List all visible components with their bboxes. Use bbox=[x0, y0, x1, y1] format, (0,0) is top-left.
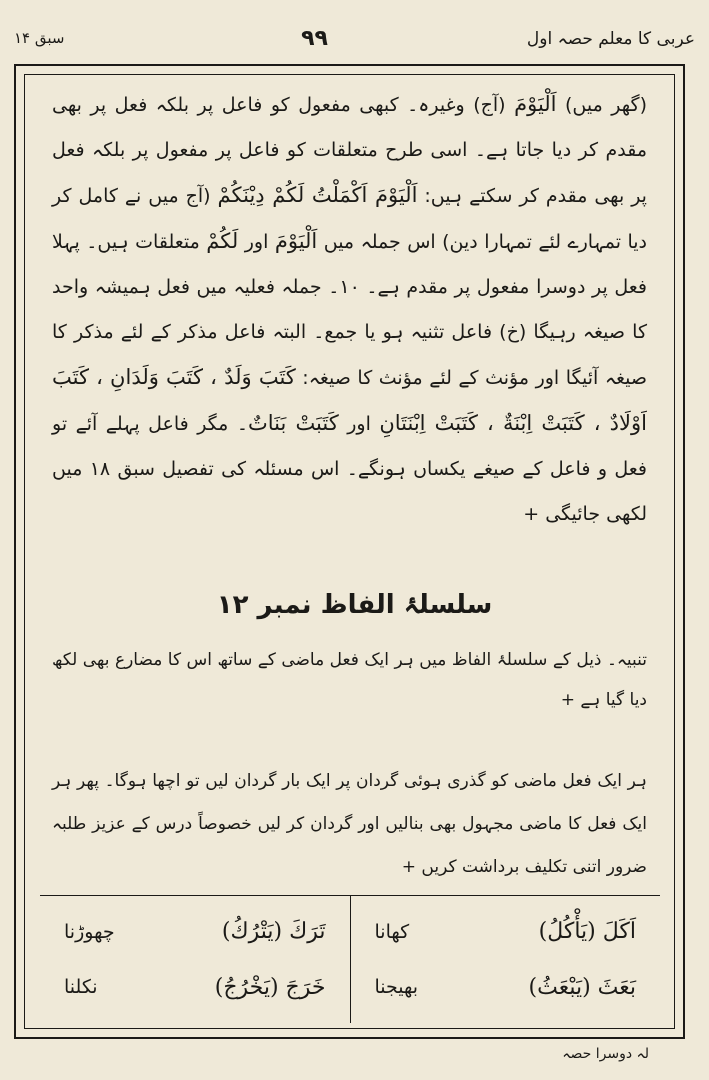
arabic-example: اَلْيَوْمَ bbox=[274, 229, 318, 253]
vocabulary-entry bbox=[64, 919, 326, 944]
vocab-meaning: بھیجنا bbox=[374, 976, 419, 999]
note-paragraph bbox=[52, 640, 647, 720]
body-text-segment: (آج) وغیرہ۔ کبھی مفعول کو فاعل پر بلکہ فعل پر بھی مقدم کر دیا جاتا ہے۔ اسی طرح متعلقات کو فاعل پر مفعول پر بلکہ فعل پر بھی مقدم کر سکتے ہیں: bbox=[52, 94, 647, 207]
body-text-segment: (گھر میں) bbox=[556, 94, 647, 116]
body-text-segment: متعلقات ہیں۔ پہلا فعل پر دوسرا مفعول پر مقدم ہے۔ ۱۰۔ جملہ فعلیہ میں فعل ہمیشہ واحد کا صیغہ رہیگا (خ) فاعل تثنیہ ہو یا جمع۔ البتہ فاعل مذکر کے لئے مذکر کا صیغہ آئیگا اور مؤنث کے لئے مؤنث کا صیغہ: bbox=[52, 231, 648, 389]
lesson-number: سبق ۱۴ bbox=[14, 29, 65, 47]
running-header bbox=[14, 18, 695, 58]
vocab-arabic: خَرَجَ (يَخْرُجُ) bbox=[214, 974, 326, 1000]
vocabulary-column-left bbox=[40, 896, 351, 1023]
vocabulary-entry bbox=[64, 975, 326, 1000]
vocab-meaning: چھوڑنا bbox=[64, 920, 115, 943]
arabic-example: لَكُمْ bbox=[206, 229, 239, 253]
arabic-example: كَتَبَتْ بَنَاتٌ bbox=[247, 411, 339, 435]
instructions-paragraph bbox=[52, 760, 647, 889]
vocabulary-entry bbox=[375, 919, 637, 944]
body-text-segment: (آج میں نے کامل کر دیا تمہارے لئے تمہارا دین) اس جملہ میں bbox=[52, 185, 647, 253]
page-number: ۹۹ bbox=[301, 25, 328, 51]
instructions-text: ہر ایک فعل ماضی کو گذری ہوئی گردان پر ایک بار گردان لیں تو اچھا ہوگا۔ پھر ہر ایک فعل کا ماضی مجہول بھی بنالیں اور گردان کر لیں خصوصاً درس کے عزیز طلبہ ضرور اتنی تکلیف برداشت کریں + bbox=[52, 771, 647, 877]
book-title: عربی کا معلم حصہ اول bbox=[526, 28, 695, 49]
arabic-example: كَتَبَ وَلَدٌ ، كَتَبَ وَلَدَانِ ، كَتَبَ اَوْلَادٌ ، كَتَبَتْ اِبْنَةٌ ، كَتَبَتْ اِبْنَتَانِ bbox=[52, 365, 647, 435]
body-paragraph bbox=[52, 82, 647, 537]
main-paragraph bbox=[52, 82, 647, 537]
arabic-example: اَلْيَوْمَ bbox=[514, 92, 557, 116]
vocabulary-column-right bbox=[351, 896, 661, 1023]
vocabulary-entry bbox=[375, 975, 637, 1000]
section-heading: سلسلۂ الفاظ نمبر ۱۲ bbox=[216, 590, 493, 620]
body-text-segment: اور bbox=[338, 413, 380, 435]
vocab-arabic: تَرَكَ (يَتْرُكُ) bbox=[221, 919, 326, 945]
vocab-meaning: نکلنا bbox=[64, 976, 98, 999]
vocab-arabic: اَكَلَ (يَأْكُلُ) bbox=[538, 919, 636, 945]
arabic-example: اَلْيَوْمَ اَكْمَلْتُ لَكُمْ دِيْنَكُمْ bbox=[217, 183, 418, 207]
note-text: تنبیہ۔ ذیل کے سلسلۂ الفاظ میں ہر ایک فعل ماضی کے ساتھ اس کا مضارع بھی لکھ دیا گیا ہے + bbox=[52, 650, 647, 710]
vocabulary-table bbox=[40, 895, 660, 1023]
vocab-meaning: کھانا bbox=[374, 920, 410, 943]
body-text-segment: ۔ مگر فاعل پہلے آئے تو فعل و فاعل کے صیغے یکساں ہونگے۔ اس مسئلہ کی تفصیل سبق ۱۸ میں لکھی جائیگی + bbox=[52, 413, 647, 525]
footnote: لہ دوسرا حصہ bbox=[562, 1046, 649, 1062]
body-text-segment: اور bbox=[238, 231, 275, 253]
vocab-arabic: بَعَثَ (يَبْعَثُ) bbox=[528, 974, 636, 1000]
